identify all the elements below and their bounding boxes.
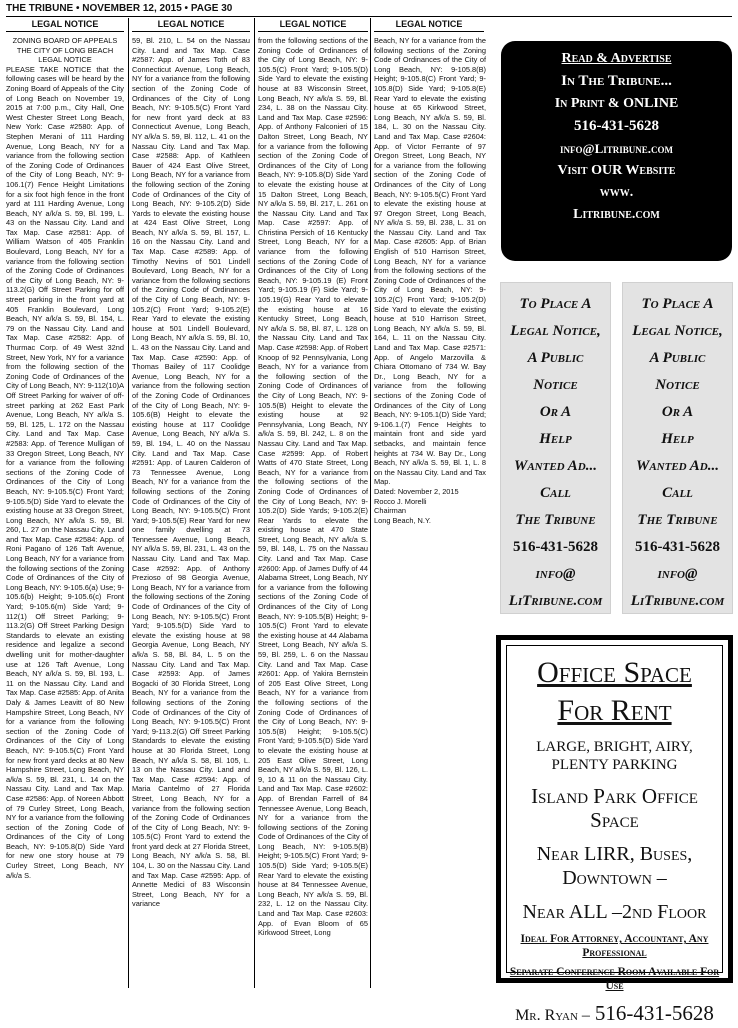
column-heading-4: LEGAL NOTICE (374, 19, 484, 32)
office-ad-line: Near LIRR, Buses, Downtown – (536, 843, 693, 889)
promo-line: Help (539, 431, 572, 447)
notice-text: Beach, NY for a variance from the following sections of the Zoning Code of Ordinances of the City of Long Beach, NY: 9-105.8(B) Height; 9-105.8(C) Front Yard; 9-105.8(D) Side Yard; 9-105.8(E) Rear Yard to elevate the existing house at 65 Kirkwood Street, Long Beach, NY a/k/a S. 59, Bl. 184, L. 30 on the Nassau City. Land and Tax Map. Case #2604: App. of Victor Ferrante of 97 Oregon Street, Long Beach, NY for a variance from the following section of the Zoning Code of Ordinances of the City of Long Beach, NY: 9-105.5(C) Front Yard to elevate the existing house at 97 Oregon Street, Long Beach, NY a/k/a S. 59, Bl. 238, L. 31 on the Nassau City. Land and Tax Map. Case #2605: App. of Brian English of 510 Harrison Street, Long Beach, NY for a variance from the following sections of the Zoning Code of Ordinances of the City of Long Beach, NY: 9-105.2(C) Front Yard; 9-105.2(D) Side Yard to elevate the existing house at 510 Harrison Street, Long Beach, NY a/k/a S. 59, Bl. 164, L. 11 on the Nassau City. Land and Tax Map. Case #2571: App. of Angelo Marzovilla & Chiara Ottomano of 734 W. Bay Dr., Long Beach, NY for a variance from the following sections of the Zoning Code of Ordinances of the City of Long Beach, NY: 9-105.1(D) Side Yard; 9-106.1.(7) Fence Heights to maintain front and side yard setbacks, and maintain fence heights at 734 W. Bay Dr., Long Beach, NY a/k/a S. 59, Bl. 1, L. 8 on the Nassau City. Land and Tax Map. (374, 36, 486, 487)
promo-website: LiTribune.com (508, 593, 603, 609)
promo-line: info@ (657, 566, 698, 582)
notice-heading-line: ZONING BOARD OF APPEALS (12, 36, 118, 45)
ad-email: info@Litribune.com (559, 141, 674, 156)
promo-line: Call (662, 485, 693, 501)
promo-line: Call (540, 485, 571, 501)
office-ad-line: Separate Conference Room Available For Use (509, 966, 720, 992)
notice-text: 59, Bl. 210, L. 54 on the Nassau City. Land and Tax Map. Case #2587: App. of James Toth of 83 Connecticut Avenue, Long Beach, NY for a variance from the following section of the Zoning Code of Ordinances of the City of Long Beach, NY: 9-105.5(C) Front Yard for new front yard deck at 83 Connecticut Avenue, Long Beach, NY a/k/a S. 59, Bl. 112, L. 41 on the Nassau City. Land and Tax Map. Case #2588: App. of Kathleen Bauer of 424 East Olive Street, Long Beach, NY for a variance from the following section of the Zoning Code of Ordinances of the City of Long Beach, NY: 9-105.2(D) Side Yards to elevate the existing house at 424 East Olive Street, Long Beach, NY a/k/a S. 59, Bl. 157, L. 16 on the Nassau City. Land and Tax Map. Case #2589: App. of Timothy Nevins of 501 Lindell Boulevard, Long Beach, NY for a variance from the following sections of the Zoning Code of Ordinances of the City of Long Beach, NY: 9-105.2(C) Front Yard; 9-105.2(E) Rear Yard to elevate the existing house at 501 Lindell Boulevard, Long Beach, NY a/k/a S. 59, Bl. 10, L. 43 on the Nassau City. Land and Tax Map. Case #2590: App. of Thomas Bailey of 117 Coolidge Avenue, Long Beach, NY for a variance from the following section of the Zoning Code of Ordinances of the City of Long Beach, NY: 9-105.6(B) Height to elevate the existing house at 117 Coolidge Avenue, Long Beach, NY a/k/a S. 59, Bl. 194, L. 40 on the Nassau City. Land and Tax Map. Case #2591: App. of Lauren Calderon of 73 Tennessee Avenue, Long Beach, NY for a variance from the following sections of the Zoning Code of Ordinances of the City of Long Beach, NY: 9-105.5(C) Front Yard; 9-105.5(E) Rear Yard for new one family dwelling at 73 Tennessee Avenue, Long Beach, NY a/k/a S. 59, Bl. 231, L. 43 on the Nassau City. Land and Tax Map. Case #2592: App. of Anthony Prezioso of 98 Georgia Avenue, Long Beach, NY for a variance from the following sections of the Zoning Code of Ordinances of the City of Long Beach, NY: 9-105.5(C) Front Yard; 9-105.5(D) Side Yard to elevate the existing house at 98 Georgia Avenue, Long Beach, NY a/k/a S. 58, Bl. 84, L. 5 on the Nassau City. Land and Tax Map. Case #2593: App. of James Bogacki of 30 Florida Street, Long Beach, NY for a variance from the following sections of the Zoning Code of Ordinances of the City of Long Beach, NY: 9-105.5(C) Front Yard; 9-113.2(G) Off Street Parking Standards to elevate the existing house at 30 Florida Street, Long Beach, NY a/k/a S. 58, Bl. 105, L. 13 on the Nassau City. Land and Tax Map. Case #2594: App. of Maria Cantelmo of 27 Florida Street, Long Beach, NY for a variance from the following section of the Zoning Code of Ordinances of the City of Long Beach, NY: 9-105.5(C) Front Yard to extend the front yard deck at 27 Florida Street, Long Beach, NY a/k/a S. 58, Bl. 104, L. 30 on the Nassau City. Land and Tax Map. Case #2595: App. of Annette Medici of 83 Wisconsin Street, Long Beach, NY for a variance (132, 36, 250, 909)
promo-line: A Public (649, 350, 706, 366)
masthead-text: THE TRIBUNE • NOVEMBER 12, 2015 • PAGE 30 (6, 3, 233, 14)
promo-line: Or A (661, 404, 694, 420)
office-ad-line: Island Park Office Space (531, 784, 698, 832)
office-ad-title-2: For Rent (557, 694, 672, 727)
office-ad-line: Near ALL –2nd Floor (522, 901, 707, 923)
office-for-rent-ad (496, 635, 733, 1025)
promo-line: Legal Notice, (510, 323, 601, 339)
promo-line: To Place A (519, 296, 592, 312)
ad-website: Litribune.com (573, 207, 660, 222)
promo-website: LiTribune.com (630, 593, 725, 609)
notice-signature-line: Dated: November 2, 2015 (374, 486, 459, 496)
ad-phone: 516-431-5628 (574, 118, 659, 134)
office-ad-line: LARGE, BRIGHT, AIRY, PLENTY PARKING (536, 739, 693, 773)
notice-heading-line: LEGAL NOTICE (38, 55, 92, 65)
promo-line: Wanted Ad... (635, 458, 719, 474)
promo-phone: 516-431-5628 (513, 539, 598, 555)
office-ad-title-1: Office Space (537, 656, 692, 689)
ad-line: Visit OUR Website (557, 163, 676, 178)
column-heading-1: LEGAL NOTICE (6, 19, 124, 32)
promo-line: The Tribune (515, 512, 596, 528)
promo-phone: 516-431-5628 (635, 539, 720, 555)
place-notice-promo-left (500, 282, 611, 614)
notice-signature-line: Chairman (374, 506, 407, 516)
column-divider (370, 18, 371, 988)
tribune-advertise-box (501, 41, 732, 261)
notice-heading-line: THE CITY OF LONG BEACH (16, 45, 114, 55)
promo-line: info@ (535, 566, 576, 582)
legal-notice-column-2 (132, 36, 250, 986)
office-ad-line: Ideal For Attorney, Accountant, Any Professional (520, 933, 709, 959)
ad-website-prefix: www. (599, 185, 634, 200)
promo-line: Notice (655, 377, 700, 393)
office-ad-inner-frame (506, 645, 723, 1025)
legal-notice-column-1 (6, 36, 124, 986)
promo-line: To Place A (641, 296, 714, 312)
promo-line: Notice (533, 377, 578, 393)
legal-notice-column-4 (374, 36, 486, 556)
promo-line: Legal Notice, (632, 323, 723, 339)
office-ad-contact-name: Mr. Ryan – (515, 1007, 590, 1024)
ad-line: Read & Advertise (561, 51, 672, 66)
column-heading-2: LEGAL NOTICE (132, 19, 250, 32)
legal-notice-column-3 (258, 36, 368, 986)
page-masthead (6, 2, 732, 17)
promo-line: Wanted Ad... (513, 458, 597, 474)
ad-line: In The Tribune... (561, 73, 672, 89)
notice-text: from the following sections of the Zoning Code of Ordinances of the City of Long Beach, NY: 9-105.5(C) Front Yard; 9-105.5(D) Side Yard to elevate the existing house at 83 Wisconsin Street, Long Beach, NY a/k/a S. 59, Bl. 234, L. 38 on the Nassau City. Land and Tax Map. Case #2596: App. of Anthony Falconieri of 15 Dalton Street, Long Beach, NY for a variance from the following section of the Zoning Code of Ordinances of the City of Long Beach, NY: 9-105.8(D) Side Yard to elevate the existing house at 15 Dalton Street, Long Beach, NY a/k/a S. 59, Bl. 217, L. 261 on the Nassau City. Land and Tax Map. Case #2597: App. of Christina Persich of 16 Kentucky Street, Long Beach, NY for a variance from the following sections of the Zoning Code of Ordinances of the City of Long Beach, NY: 9-105.19 (E) Front Yard; 9-105.19 (F) Side Yard; 9-105.19(G) Rear Yard to elevate the existing house at 16 Kentucky Street, Long Beach, NY a/k/a S. 58, Bl. 87, L. 128 on the Nassau City. Land and Tax Map. Case #2598: App. of Robert Knoop of 92 Pennsylvania, Long Beach, NY for a variance from the following section of the Zoning Code of Ordinances of the City of Long Beach, NY: 9-105.5(B) Height to elevate the existing house at 92 Pennsylvania, Long Beach, NY a/k/a S. 59, Bl. 242, L. 8 on the Nassau City. Land and Tax Map. Case #2599: App. of Robert Watts of 470 State Street, Long Beach, NY for a variance from the following sections of the Zoning Code of Ordinances of the City of Long Beach, NY: 9-105.2(D) Side Yards; 9-105.2(E) Rear Yards to elevate the existing house at 470 State Street, Long Beach, NY a/k/a S. 59, Bl. 148, L. 75 on the Nassau City. Land and Tax Map. Case #2600: App. of James Duffy of 44 Alabama Street, Long Beach, NY for a variance from the following sections of the Zoning Code of Ordinances of the City of Long Beach, NY: 9-105.5(B) Height; 9-105.5(C) Front Yard to elevate the existing house at 44 Alabama Street, Long Beach, NY a/k/a S. 59, Bl. 259, L. 6 on the Nassau City. Land and Tax Map. Case #2601: App. of Yakira Bernstein of 205 East Olive Street, Long Beach, NY for a variance from the following sections of the Zoning Code of Ordinances of the City of Long Beach, NY: 9-105.5(B) Height; 9-105.5(C) Front Yard; 9-105.5(D) Side Yard to elevate the existing house at 205 East Olive Street, Long Beach, NY a/k/a S. 59, Bl. 126, L. 9, 10 & 11 on the Nassau City. Land and Tax Map. Case #2602: App. of Brendan Farrell of 84 Tennessee Avenue, Long Beach, NY for a variance from the following sections of the Zoning Code of Ordinances of the City of Long Beach, NY: 9-105.5(B) Height; 9-105.5(C) Front Yard; 9-105.5(D) Side Yard; 9-105.5(E) Rear Yard to elevate the existing house at 84 Tennessee Avenue, Long Beach, NY a/k/a S. 59, Bl. 232, L. 12 on the Nassau City. Land and Tax Map. Case #2603: App. of Evan Bloom of 65 Kirkwood Street, Long (258, 36, 368, 938)
notice-signature-line: Long Beach, N.Y. (374, 515, 431, 525)
promo-line: Or A (539, 404, 572, 420)
promo-line: A Public (527, 350, 584, 366)
column-divider (254, 18, 255, 988)
place-notice-promo-right (622, 282, 733, 614)
notice-text: PLEASE TAKE NOTICE that the following cases will be heard by the Zoning Board of Appeals of the City of Long Beach on November 19, 2015 at 7:00 p.m., City Hall, One West Chester Street Long Beach, New York: Case #2580: App. of Stephen Merani of 111 Harding Avenue, Long Beach, NY for a variance from the following section of the Zoning Code of Ordinances of the City of Long Beach, NY: 9-106.1(7) Fence Height Limitations for a six foot high fence in the front yard at 111 Harding Avenue, Long Beach, NY a/k/a S. 59, Bl. 199, L. 43 on the Nassau City. Land and Tax Map. Case #2581: App. of William Watson of 405 Franklin Boulevard, Long Beach, NY for a variance from the following section of the Zoning Code of Ordinances of the City of Long Beach, NY: 9-113.2(G) Off Street Parking for off street parking in the front yard at 405 Franklin Boulevard, Long Beach, NY a/k/a S. 59, Bl. 154, L. 79 on the Nassau City. Land and Tax Map. Case #2582: App. of Thurmac Corp. of 49 West 32nd Street, New York, NY for a variance from the following section of the Zoning Code of Ordinances of the City of Long Beach, NY: 9-112(10)A Off Street Parking for waiver of off-street parking at 262 East Park Avenue, Long Beach, NY a/k/a S. 59, Bl. 125, L. 172 on the Nassau City. Land and Tax Map. Case #2583: App. of Terence Mulligan of 33 Oregon Street, Long Beach, NY for a variance from the following sections of the Zoning Code of Ordinances of the City of Long Beach, NY: 9-105.5(C) Front Yard; 9-105.5(D) Side Yard to elevate the existing house at 33 Oregon Street, Long Beach, NY a/k/a S. 59, Bl. 260, L. 27 on the Nassau City. Land and Tax Map. Case #2584: App. of Roni Pagano of 126 Taft Avenue, Long Beach, NY for a variance from the following sections of the Zoning Code of Ordinances of the City of Long Beach, NY: 9-105.6(a) Use; 9-105.6(b) Height; 9-105.6(c) Front Yard; 9-105.6(m) Side Yard; 9-112(1) Off Street Parking; 9-113.2(G) Off Street Parking Design Standards to elevate an existing residence and legalize a second dwelling unit for mother-daughter use at 126 Taft Avenue, Long Beach, NY a/k/a S. 59, Bl. 193, L. 11 on the Nassau City. Land and Tax Map. Case #2585: App. of Anita Daly & James Leavitt of 80 New Hampshire Street, Long Beach, NY for a variance from the following section of the Zoning Code of Ordinances of the City of Long Beach, NY: 9-105.5(C) Front Yard for new front yard decks at 80 New Hampshire Street, Long Beach, NY a/k/a S. 59, Bl. 231, L. 14 on the Nassau City. Land and Tax Map. Case #2586: App. of Noreen Abbott of 79 Curley Street, Long Beach, NY for a variance from the following section of the Zoning Code of Ordinances of the City of Long Beach, NY: 9-105.8(D) Side Yard for new one story house at 79 Curley Street, Long Beach, NY a/k/a S. (6, 64, 124, 880)
promo-line: The Tribune (637, 512, 718, 528)
ad-line: In Print & ONLINE (554, 96, 679, 111)
column-divider (128, 18, 129, 988)
column-heading-3: LEGAL NOTICE (258, 19, 368, 32)
office-ad-contact-phone: 516-431-5628 (594, 1001, 714, 1025)
notice-signature-line: Rocco J. Morelli (374, 496, 427, 506)
office-ad-contact (507, 1001, 722, 1028)
promo-line: Help (661, 431, 694, 447)
